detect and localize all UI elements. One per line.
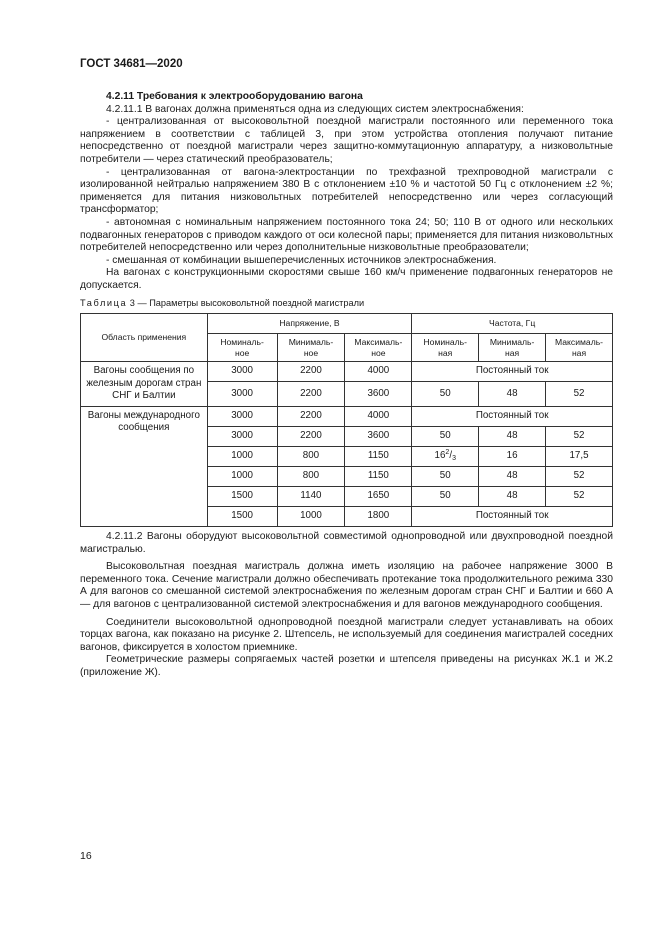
cell-dc: Постоянный ток: [412, 362, 613, 382]
table-caption: [80, 297, 613, 310]
head-f-min: Минималь- ная: [479, 334, 546, 362]
cell: 1650: [345, 487, 412, 507]
cell: 4000: [345, 362, 412, 382]
paragraph: Геометрические размеры сопрягаемых частей розетки и штепселя приведены на рисунках Ж.1 и Ж.2 (приложение Ж).: [80, 654, 613, 679]
cell: 3000: [207, 382, 277, 407]
section-title: 4.2.11 Требования к электрооборудованию вагона: [106, 91, 363, 102]
frac-whole: 16: [434, 450, 446, 462]
head-v-max: Максималь- ное: [345, 334, 412, 362]
cell: 3000: [207, 427, 277, 447]
head-area: Область применения: [81, 314, 208, 362]
cell: 3000: [207, 362, 277, 382]
head-f-nom: Номиналь- ная: [412, 334, 479, 362]
cell: 1000: [207, 447, 277, 467]
cell: 1140: [277, 487, 345, 507]
cell: 1000: [207, 467, 277, 487]
cell: 1500: [207, 487, 277, 507]
cell: 2200: [277, 407, 345, 427]
frac-den: 3: [452, 455, 456, 463]
head-v-min: Минималь- ное: [277, 334, 345, 362]
table-caption-label: Таблица: [80, 297, 128, 308]
cell: 2200: [277, 362, 345, 382]
cell: 1150: [345, 447, 412, 467]
area-international: Вагоны международного сообщения: [81, 407, 208, 527]
cell: 1150: [345, 467, 412, 487]
paragraph: Высоковольтная поездная магистраль должна иметь изоляцию на рабочее напряжение 3000 В переменного тока. Сечение магистрали должно обеспечивать протекание тока продолжительного режима 330 А для вагонов со смешанной системой электроснабжения по железным дорогам стран СНГ и Балтии и 660 А — для вагонов с централизованной системой электроснабжения и для вагонов международного сообщения.: [80, 561, 613, 611]
cell: 1000: [277, 507, 345, 527]
cell: 52: [546, 487, 613, 507]
head-frequency: Частота, Гц: [412, 314, 613, 334]
table-caption-text: 3 — Параметры высоковольтной поездной магистрали: [127, 297, 365, 308]
cell: 50: [412, 467, 479, 487]
head-f-max: Максималь- ная: [546, 334, 613, 362]
cell: 48: [479, 487, 546, 507]
cell-dc: Постоянный ток: [412, 507, 613, 527]
cell: 48: [479, 427, 546, 447]
cell: 16: [479, 447, 546, 467]
cell: 800: [277, 447, 345, 467]
cell-fraction: $16^2/_3$: [412, 447, 479, 467]
cell: 3000: [207, 407, 277, 427]
params-table: [80, 313, 613, 527]
cell: 52: [546, 427, 613, 447]
document-header: ГОСТ 34681—2020: [80, 58, 183, 70]
cell: 800: [277, 467, 345, 487]
cell: 48: [479, 382, 546, 407]
paragraph: 4.2.11.2 Вагоны оборудуют высоковольтной совместимой однопроводной или двухпроводной поездной магистралью.: [80, 531, 613, 555]
cell: 48: [479, 467, 546, 487]
paragraph: На вагонах с конструкционными скоростями свыше 160 км/ч применение подвагонных генераторов не допускается.: [80, 267, 613, 291]
cell: 52: [546, 382, 613, 407]
cell: 50: [412, 487, 479, 507]
cell: 52: [546, 467, 613, 487]
paragraph: - централизованная от вагона-электростанции по трехфазной трехпроводной магистрали с изолированной нейтралью напряжением 380 В с отклонением ±10 % и частотой 50 Гц с отклонением ±2 %; применяется для питания низковольтных потребителей непосредственно или через согласующий трансформатор;: [80, 166, 613, 216]
head-v-nom: Номиналь- ное: [207, 334, 277, 362]
cell: 17,5: [546, 447, 613, 467]
cell: 3600: [345, 382, 412, 407]
cell: 50: [412, 382, 479, 407]
cell: 2200: [277, 427, 345, 447]
cell: 50: [412, 427, 479, 447]
paragraph: 4.2.11.1 В вагонах должна применяться одна из следующих систем электроснабжения:: [106, 103, 524, 115]
head-voltage: Напряжение, В: [207, 314, 412, 334]
area-cis-baltic: Вагоны сообщения по железным дорогам стран СНГ и Балтии: [81, 362, 208, 407]
paragraph: - автономная с номинальным напряжением постоянного тока 24; 50; 110 В от одного или нескольких подвагонных генераторов с приводом каждого от оси колесной пары; применяется для питания низковольтных потребителей непосредственно или через дополнительные низковольтные преобразователи;: [80, 216, 613, 254]
page-number: 16: [80, 850, 92, 862]
page-content: [80, 91, 613, 680]
frac-num: 2: [445, 449, 450, 457]
paragraph: - централизованная от высоковольтной поездной магистрали постоянного или переменного тока напряжением в соответствии с таблицей 3, при этом устройства отопления получают питание непосредственно от поездной магистрали через защитно-коммутационную аппаратуру, а низковольтные потребители — через статический преобразователь;: [80, 116, 613, 165]
cell: 3600: [345, 427, 412, 447]
cell: 4000: [345, 407, 412, 427]
paragraph: Соединители высоковольтной однопроводной поездной магистрали следует устанавливать на обоих торцах вагона, как показано на рисунке 2. Штепсель, не используемый для соединения магистралей соседних вагонов, фиксируется в холостом приемнике.: [80, 616, 613, 653]
cell-dc: Постоянный ток: [412, 407, 613, 427]
cell: 2200: [277, 382, 345, 407]
cell: 1500: [207, 507, 277, 527]
text-after-table: [80, 531, 613, 680]
paragraph: - смешанная от комбинации вышеперечисленных источников электроснабжения.: [106, 254, 497, 266]
cell: 1800: [345, 507, 412, 527]
